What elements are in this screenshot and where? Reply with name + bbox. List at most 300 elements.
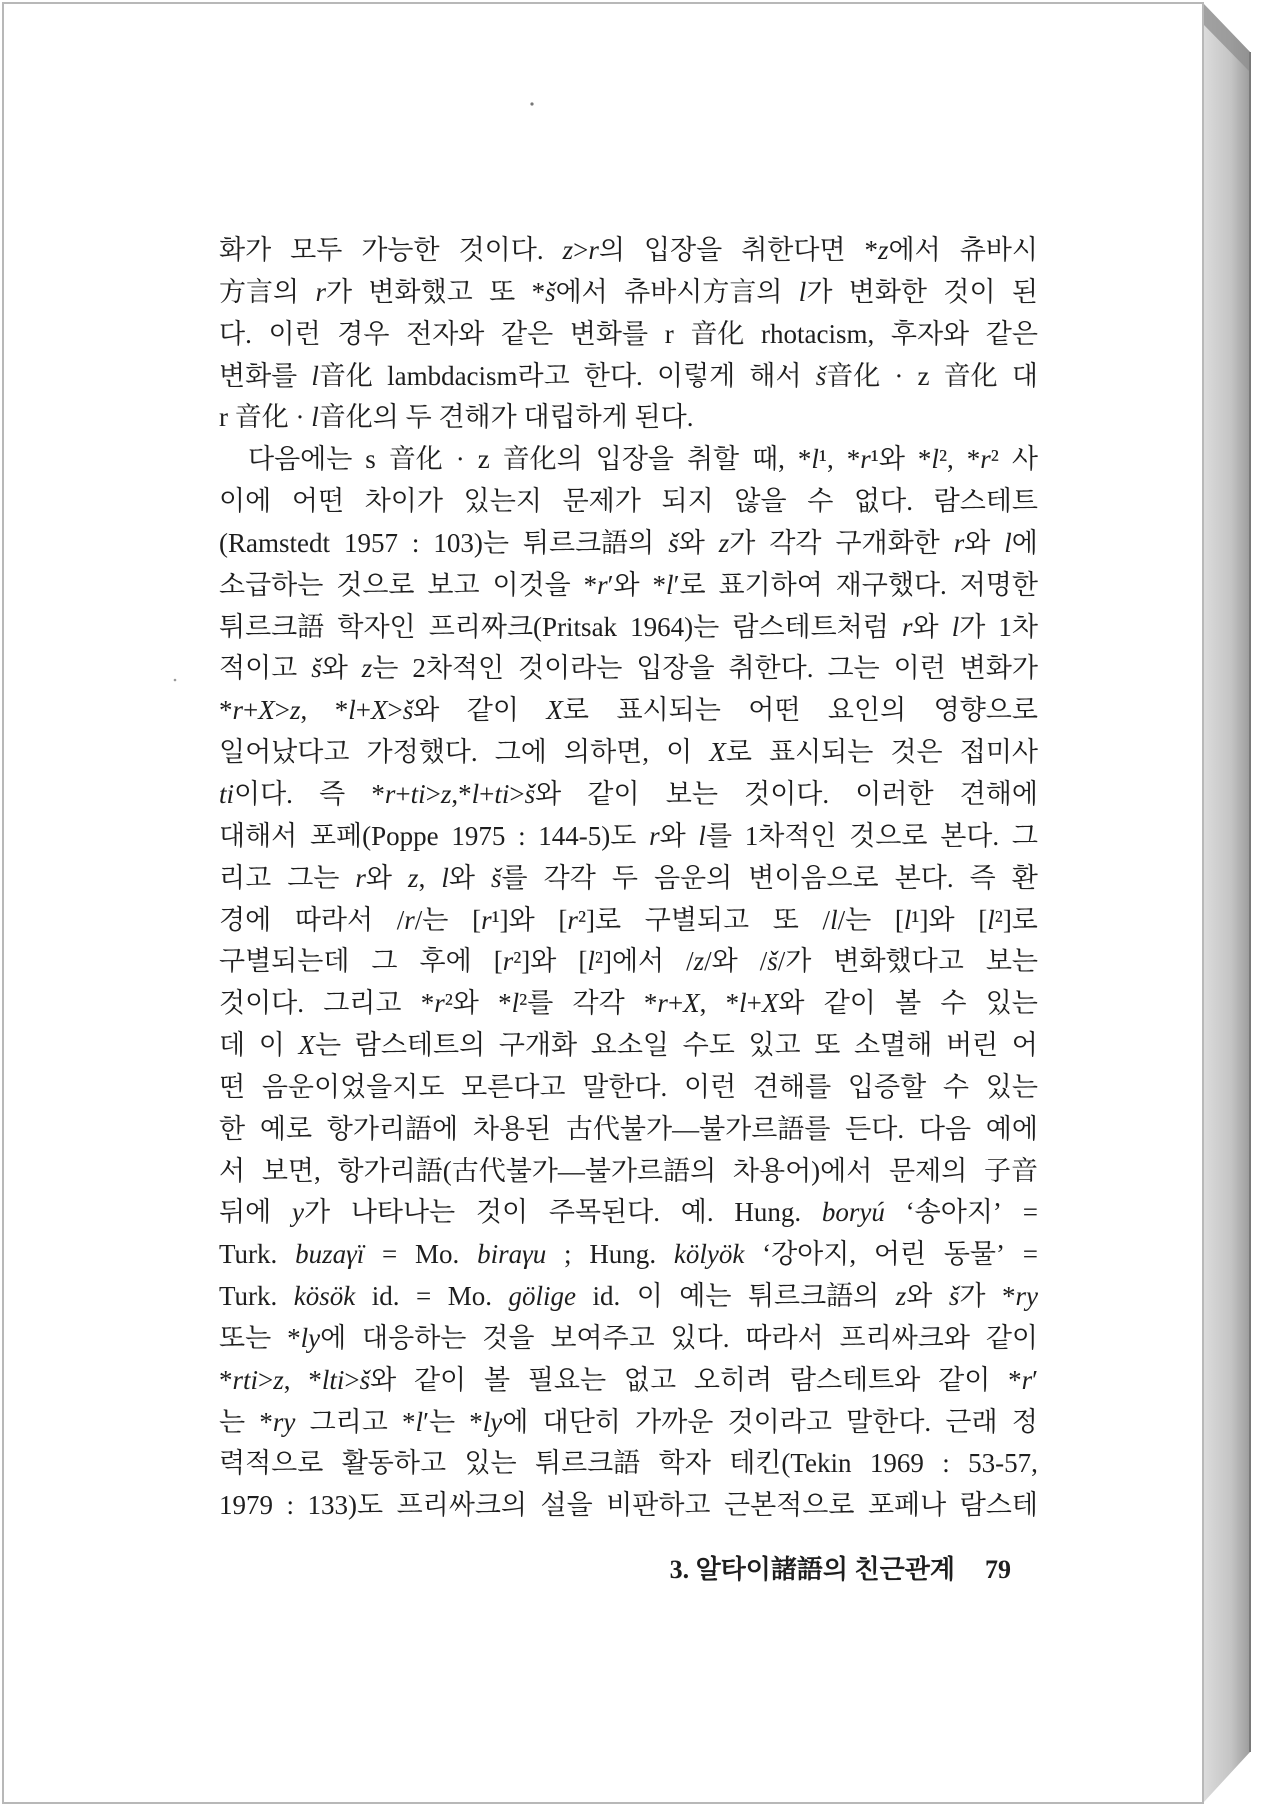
word: 입증할 xyxy=(847,1071,927,1102)
text-line xyxy=(219,356,1038,398)
word: z와 xyxy=(895,1281,933,1312)
italic-term: l xyxy=(811,444,819,475)
italic-term: l xyxy=(951,611,960,642)
text-line xyxy=(219,774,1038,816)
italic-term: š xyxy=(359,1364,371,1395)
text-line xyxy=(219,481,1038,523)
word: 보면, xyxy=(261,1155,321,1186)
paragraph xyxy=(219,439,1038,1527)
word: 테킨(Tekin xyxy=(729,1448,852,1479)
word: 튀르크語의 xyxy=(747,1281,880,1312)
word: 영향으로 xyxy=(933,695,1038,726)
text-line xyxy=(219,941,1038,983)
italic-term: š xyxy=(524,778,536,809)
word: š가 xyxy=(948,1281,986,1312)
word: 문제의 xyxy=(889,1155,968,1186)
italic-term: X xyxy=(546,695,563,726)
word: r xyxy=(219,402,228,433)
word: : xyxy=(411,527,420,558)
word: 어 xyxy=(1011,1030,1038,1061)
word: 1차적인 xyxy=(744,820,837,851)
word: z가 xyxy=(718,527,756,558)
word: 音化의 xyxy=(502,444,583,475)
italic-term: z xyxy=(895,1281,907,1312)
word: 그에 xyxy=(494,737,547,768)
italic-term: l xyxy=(441,862,449,893)
word: 보고 xyxy=(427,569,480,600)
word: 볼 xyxy=(895,988,922,1019)
word: 한 xyxy=(219,1113,246,1144)
text-line xyxy=(219,1109,1038,1151)
italic-term: X xyxy=(258,695,275,726)
word: 이에 xyxy=(219,486,272,517)
word: 이 xyxy=(258,1030,285,1061)
word: š音化 xyxy=(815,360,881,391)
word: ‘강아지, xyxy=(762,1239,857,1270)
word: /š/가 xyxy=(759,946,812,977)
italic-term: š xyxy=(402,695,414,726)
word: ‘송아지’ xyxy=(905,1197,1002,1228)
word: 또 xyxy=(489,276,516,307)
italic-term: l xyxy=(666,569,674,600)
word: *ly에 xyxy=(287,1322,347,1353)
word: 된 xyxy=(1011,276,1038,307)
word: *r′와 xyxy=(583,569,640,600)
italic-term: z xyxy=(440,778,452,809)
word: š와 xyxy=(668,527,705,558)
word: 그리고 xyxy=(323,988,402,1019)
word: 2차적인 xyxy=(412,653,505,684)
word: 말한다. xyxy=(846,1406,932,1437)
word: 차용된 xyxy=(472,1113,552,1144)
italic-term: š xyxy=(815,360,827,391)
italic-term: r xyxy=(597,569,608,600)
word: 있고 xyxy=(748,1030,801,1061)
italic-term: ly xyxy=(482,1406,503,1437)
page-number: 79 xyxy=(985,1555,1011,1584)
word: · xyxy=(894,360,904,391)
word: 튀르크語 xyxy=(219,611,325,642)
text-line xyxy=(219,523,1038,565)
word: *š에서 xyxy=(531,276,608,307)
text-line xyxy=(219,858,1038,900)
word: 103)는 xyxy=(433,527,509,558)
word: 표기하여 xyxy=(718,569,823,600)
word: *lti>š와 xyxy=(308,1364,397,1395)
word: 구개화 xyxy=(498,1030,578,1061)
word: 예에 xyxy=(985,1113,1038,1144)
italic-term: r xyxy=(649,820,660,851)
word: *ly에 xyxy=(469,1406,529,1437)
italic-term: l xyxy=(471,778,480,809)
word xyxy=(294,1276,355,1318)
word: *l′로 xyxy=(652,569,706,600)
word: 입장을 xyxy=(595,444,674,475)
text-line xyxy=(219,1485,1038,1527)
word: 1차 xyxy=(998,611,1038,642)
word: 취한다면 xyxy=(741,235,846,265)
word: 것이다. xyxy=(458,235,544,265)
word: 있는 xyxy=(985,1071,1038,1102)
word: 다. xyxy=(219,318,252,349)
word: 이런 xyxy=(684,1071,737,1102)
italic-term: y xyxy=(291,1197,304,1228)
word: 나타나는 xyxy=(350,1197,456,1228)
word: 않을 xyxy=(734,486,787,517)
word: 53-57, xyxy=(968,1448,1038,1479)
word: X로 xyxy=(709,737,752,768)
word: 대 xyxy=(1011,360,1038,391)
word: 튀르크語 xyxy=(535,1448,641,1479)
word: 이러한 xyxy=(855,778,934,809)
word: z는 xyxy=(361,653,399,684)
word: l音化 xyxy=(311,360,373,391)
italic-term: rti xyxy=(232,1364,259,1395)
word: *l¹, xyxy=(797,444,834,475)
word: 보여주고 xyxy=(550,1322,655,1353)
word: · xyxy=(295,402,305,433)
word: 1969 xyxy=(869,1448,924,1479)
word: id. xyxy=(371,1281,400,1312)
word: 필요는 xyxy=(527,1364,607,1395)
italic-term: š xyxy=(490,862,502,893)
word: 없다. xyxy=(854,486,913,517)
word: 재구했다. xyxy=(835,569,947,600)
word: 버린 xyxy=(945,1030,999,1061)
word: 두 xyxy=(405,402,432,433)
text-line xyxy=(219,1360,1038,1402)
word: 것이라는 xyxy=(518,653,623,684)
italic-term: l xyxy=(798,276,807,307)
word: 이 xyxy=(666,737,693,768)
word: 일어났다고 xyxy=(219,737,350,768)
text-line xyxy=(219,397,1038,439)
word: 떤 xyxy=(219,1071,246,1102)
word: *r² xyxy=(966,444,999,475)
italic-term: r xyxy=(980,444,991,475)
word: [r¹]와 xyxy=(472,904,535,935)
word: *l+X>š와 xyxy=(334,695,440,726)
italic-term: l xyxy=(739,988,747,1019)
word: 각각 xyxy=(543,862,596,893)
word: 학자인 xyxy=(337,611,416,642)
word: 대립하게 xyxy=(523,402,628,433)
italic-term: z xyxy=(718,527,730,558)
word xyxy=(822,1192,885,1234)
word: 같은 xyxy=(501,318,554,349)
word: (Ramstedt xyxy=(219,527,330,558)
word: = xyxy=(1022,1197,1038,1228)
word: 되지 xyxy=(661,486,714,517)
word: *r+X, xyxy=(643,988,707,1019)
word: 音化 xyxy=(690,318,745,349)
word: 音化 xyxy=(388,444,443,475)
word: 같이 xyxy=(938,1364,991,1395)
word: 때, xyxy=(752,444,785,475)
word: 변화를 xyxy=(569,318,649,349)
word: 경에 xyxy=(219,904,272,935)
word: X는 xyxy=(298,1030,342,1061)
word: 근본적으로 xyxy=(724,1490,855,1521)
italic-term: ly xyxy=(300,1322,321,1353)
italic-term: l xyxy=(987,904,995,935)
word: š를 xyxy=(490,862,528,893)
italic-term: r xyxy=(384,778,396,809)
text-line xyxy=(219,1234,1038,1276)
word: l가 xyxy=(798,276,833,307)
italic-term: š xyxy=(545,276,556,307)
italic-term: l xyxy=(1004,527,1012,558)
italic-term: l xyxy=(587,946,595,977)
italic-term: š xyxy=(948,1281,960,1312)
word: Turk. xyxy=(219,1281,278,1312)
word: 정 xyxy=(1011,1406,1038,1437)
word: [l²]로 xyxy=(978,904,1038,935)
word: 음운의 xyxy=(653,862,733,893)
word: Hung. xyxy=(734,1197,802,1228)
italic-term: X xyxy=(370,695,388,726)
word: 구별되고 xyxy=(644,904,750,935)
word: 변화한 xyxy=(848,276,928,307)
word: X로 xyxy=(546,695,590,726)
word: 람스테트 xyxy=(933,486,1038,517)
word: l音化의 xyxy=(311,402,399,433)
word: 화가 xyxy=(219,235,272,265)
word: 한다. xyxy=(583,360,643,391)
word: 수도 xyxy=(682,1030,735,1061)
word: 저명한 xyxy=(959,569,1038,600)
word: l와 xyxy=(441,862,475,893)
word: 본다. xyxy=(940,820,1000,851)
word: 동물’ xyxy=(943,1239,1005,1270)
word: z xyxy=(477,444,490,475)
italic-term: ry xyxy=(1015,1281,1038,1312)
word: 대응하는 xyxy=(362,1322,467,1353)
italic-term: r xyxy=(860,444,871,475)
word: *z에서 xyxy=(864,235,941,265)
word: 차용어)에서 xyxy=(732,1155,873,1186)
text-line xyxy=(219,1151,1038,1193)
word: Turk. xyxy=(219,1239,278,1270)
word: [l¹]와 xyxy=(894,904,955,935)
word: 없고 xyxy=(623,1364,677,1395)
word: 이것을 xyxy=(492,569,571,600)
word: 후자와 xyxy=(890,318,970,349)
word: 말한다. xyxy=(582,1071,668,1102)
word: *ry xyxy=(259,1406,296,1437)
word: 그리고 xyxy=(309,1406,388,1437)
word: 144-5)도 xyxy=(538,820,637,851)
italic-term: l xyxy=(830,904,838,935)
word: 람스테트의 xyxy=(354,1030,486,1061)
word: 서 xyxy=(219,1155,246,1186)
word: 보는 xyxy=(665,778,718,809)
word: 것으로 xyxy=(336,569,415,600)
word: 요소일 xyxy=(590,1030,669,1061)
word: 람스테 xyxy=(959,1490,1038,1521)
word: 변화가 xyxy=(959,653,1038,684)
word: 즉 xyxy=(319,778,346,809)
word: 그 xyxy=(1011,820,1038,851)
word: z>r의 xyxy=(562,235,625,265)
word: 오히려 xyxy=(693,1364,773,1395)
word: 가정했다. xyxy=(366,737,478,768)
word: *r¹와 xyxy=(846,444,905,475)
word: 모른다고 xyxy=(461,1071,566,1102)
word: 1964)는 xyxy=(630,611,720,642)
word: 변화를 xyxy=(219,360,298,391)
text-line xyxy=(219,732,1038,774)
text-line xyxy=(219,565,1038,607)
word: 것을 xyxy=(482,1322,535,1353)
italic-term: z xyxy=(289,695,301,726)
word: Mo. xyxy=(447,1281,492,1312)
italic-term: kösök xyxy=(293,1281,356,1312)
word: 것은 xyxy=(890,737,943,768)
word: 어린 xyxy=(873,1239,927,1270)
running-head: 3. 알타이諸語의 친근관계 xyxy=(669,1555,955,1584)
word: 츄바시 xyxy=(959,235,1038,265)
word: 같이 xyxy=(466,695,519,726)
word: 표시되는 xyxy=(616,695,721,726)
word: 항가리語에 xyxy=(326,1113,459,1144)
word: 문제가 xyxy=(562,486,641,517)
italic-term: X xyxy=(683,988,700,1019)
word: 音化 xyxy=(234,402,289,433)
text-line xyxy=(219,314,1038,356)
italic-term: l xyxy=(511,988,520,1019)
word: /l/는 xyxy=(822,904,872,935)
word: 각각 xyxy=(572,988,625,1019)
word: z xyxy=(917,360,930,391)
italic-term: l xyxy=(903,904,912,935)
word: 후에 xyxy=(419,946,472,977)
word xyxy=(674,1234,744,1276)
word xyxy=(295,1234,364,1276)
italic-term: r xyxy=(404,904,415,935)
word: *ry xyxy=(1001,1281,1038,1312)
word: 경우 xyxy=(337,318,390,349)
text-line xyxy=(219,439,1038,481)
scan-speck xyxy=(174,679,177,682)
word: 변이음으로 xyxy=(748,862,879,893)
text-line xyxy=(219,607,1038,649)
word: 이렇게 xyxy=(656,360,736,391)
word: 활동하고 xyxy=(341,1448,447,1479)
italic-term: z xyxy=(361,653,373,684)
word: 다음 xyxy=(918,1113,972,1144)
word: 전자와 xyxy=(406,318,485,349)
word: *r+X>z, xyxy=(219,695,308,726)
text-line xyxy=(219,690,1038,732)
italic-term: kölyök xyxy=(673,1239,745,1270)
word: 견해에 xyxy=(959,778,1038,809)
italic-term: r xyxy=(657,988,668,1019)
italic-term: biraγu xyxy=(477,1239,547,1270)
italic-term: l xyxy=(348,695,356,726)
word: 대해서 xyxy=(219,820,298,851)
word: *r²와 xyxy=(420,988,479,1019)
word: 가능한 xyxy=(361,235,440,265)
text-line xyxy=(219,272,1038,314)
word: *l²를 xyxy=(498,988,554,1019)
word: 입장을 xyxy=(643,235,723,265)
word: : xyxy=(286,1490,295,1521)
text-line xyxy=(219,648,1038,690)
word: [l²]에서 xyxy=(578,946,665,977)
scan-speck xyxy=(530,102,533,105)
text-line xyxy=(219,1025,1038,1067)
word: 따라서 xyxy=(294,904,374,935)
word: 비판하고 xyxy=(606,1490,711,1521)
italic-term: r xyxy=(502,946,514,977)
word: 프리싸크의 xyxy=(396,1490,528,1521)
word: 접미사 xyxy=(959,737,1038,768)
word: 다음에는 xyxy=(248,444,353,475)
word: 있는 xyxy=(464,1448,517,1479)
word: *l+X와 xyxy=(725,988,805,1019)
italic-term: š xyxy=(311,653,322,684)
word: *l′는 xyxy=(402,1406,456,1437)
italic-term: z xyxy=(562,235,574,265)
word: 본다. xyxy=(894,862,954,893)
word: 같이 xyxy=(823,988,876,1019)
word: = xyxy=(416,1281,432,1312)
word: 그는 xyxy=(827,653,880,684)
page-footer xyxy=(670,1549,1011,1591)
word: 력적으로 xyxy=(219,1448,324,1479)
italic-term: l xyxy=(311,402,319,433)
text-line xyxy=(219,1192,1038,1234)
word: 수 xyxy=(807,486,834,517)
word: 것이 xyxy=(475,1197,529,1228)
paragraph xyxy=(219,230,1038,439)
italic-term: buzaγï xyxy=(295,1239,365,1270)
word: : xyxy=(942,1448,950,1479)
italic-term: z xyxy=(693,946,705,977)
word: 취할 xyxy=(686,444,740,475)
word: 는 xyxy=(219,1406,246,1437)
word: = xyxy=(382,1239,398,1270)
word: 것으로 xyxy=(849,820,928,851)
word: 보는 xyxy=(985,946,1038,977)
word: 두 xyxy=(611,862,638,893)
word: r가 xyxy=(315,276,353,307)
word: 이런 xyxy=(268,318,321,349)
word: 변화했고 xyxy=(368,276,473,307)
word: *rti>z, xyxy=(219,1364,291,1395)
word: : xyxy=(518,820,526,851)
word: 또 xyxy=(814,1030,841,1061)
word: 적이고 xyxy=(219,653,298,684)
word: 1979 xyxy=(219,1490,273,1521)
italic-term: X xyxy=(298,1030,315,1061)
word: 주목된다. xyxy=(548,1197,660,1228)
text-line xyxy=(219,1067,1038,1109)
italic-term: r xyxy=(434,988,445,1019)
word: *r′ xyxy=(1008,1364,1038,1395)
word: 예는 xyxy=(679,1281,732,1312)
italic-term: l xyxy=(311,360,319,391)
word: 그 xyxy=(371,946,398,977)
italic-term: z xyxy=(878,235,889,265)
italic-term: r xyxy=(232,695,244,726)
word: 프리짜크(Pritsak xyxy=(428,611,618,642)
text-line xyxy=(219,900,1038,942)
word: 古代불가—불가르語를 xyxy=(565,1113,831,1144)
italic-term: š xyxy=(668,527,679,558)
word: 그는 xyxy=(287,862,340,893)
